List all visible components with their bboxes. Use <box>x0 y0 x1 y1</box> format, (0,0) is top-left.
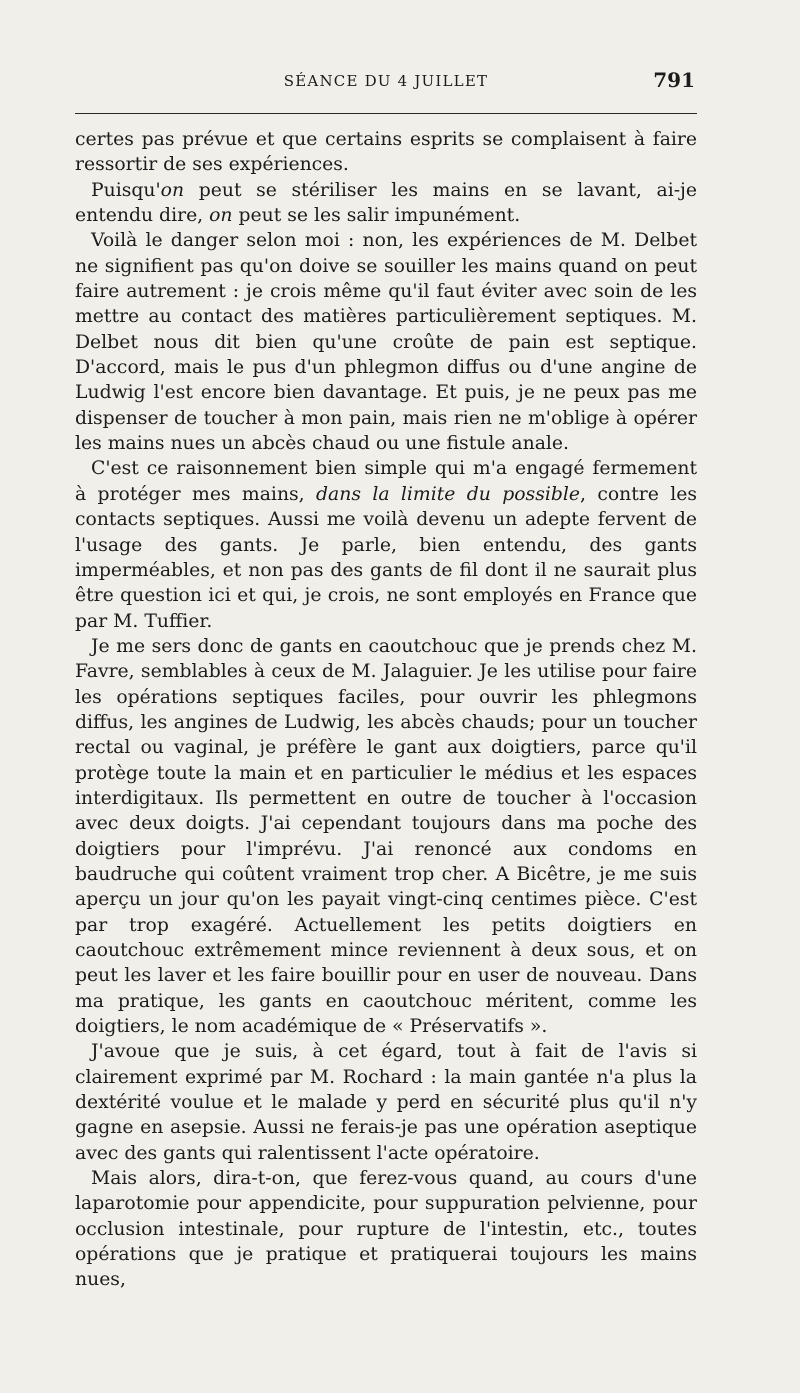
body-text <box>75 127 697 1293</box>
text-run: , contre les contacts septiques. Aussi me voilà devenu un adepte fervent de l'usage des gants. Je parle, bien entendu, des gants imperméables, et non pas des gants de fil dont il ne saurait plus être question ici et qui, je crois, ne sont employés en France que par M. Tuffier. <box>75 483 697 632</box>
text-run: Mais alors, dira-t-on, que ferez-vous quand, au cours d'une laparotomie pour appendicite, pour suppuration pelvienne, pour occlusion intestinale, pour rupture de l'intestin, etc., toutes opérations que je pratique et pratiquerai toujours les mains nues, <box>75 1168 697 1291</box>
paragraph-6 <box>75 1039 697 1166</box>
page-header <box>75 68 697 102</box>
text-run: Voilà le danger selon moi : non, les expériences de M. Delbet ne signifient pas qu'on doive se souiller les mains quand on peut faire autrement : je crois même qu'il faut éviter avec soin de les mettre au contact des matières particulièrement septiques. M. Delbet nous dit bien qu'une croûte de pain est septique. D'accord, mais le pus d'un phlegmon diffus ou d'une angine de Ludwig l'est encore bien davantage. Et puis, je ne peux pas me dispenser de toucher à mon pain, mais rien ne m'oblige à opérer les mains nues un abcès chaud ou une fistule anale. <box>75 230 697 455</box>
text-run: J'avoue que je suis, à cet égard, tout à fait de l'avis si clairement exprimé par M. Rochard : la main gantée n'a plus la dextérité voulue et le malade y perd en sécurité plus qu'il n'y gagne en asepsie. Aussi ne ferais-je pas une opération aseptique avec des gants qui ralentissent l'acte opératoire. <box>75 1041 697 1164</box>
running-title: SÉANCE DU 4 JUILLET <box>283 72 489 90</box>
italic-text: on <box>209 205 233 227</box>
paragraph-5 <box>75 634 697 1040</box>
text-run: Je me sers donc de gants en caoutchouc que je prends chez M. Favre, semblables à ceux de M. Jalaguier. Je les utilise pour faire les opérations septiques faciles, pour ouvrir les phlegmons diffus, les angines de Ludwig, les abcès chauds; pour un toucher rectal ou vaginal, je préfère le gant aux doigtiers, parce qu'il protège toute la main et en particulier le médius et les espaces interdigitaux. Ils permettent en outre de toucher à l'occasion avec deux doigts. J'ai cependant toujours dans ma poche des doigtiers pour l'imprévu. J'ai renoncé aux condoms en baudruche qui coûtent vraiment trop cher. A Bicêtre, je me suis aperçu un jour qu'on les payait vingt-cinq centimes pièce. C'est par trop exagéré. Actuellement les petits doigtiers en caoutchouc extrêmement mince reviennent à deux sous, et on peut les laver et les faire bouillir pour en user de nouveau. Dans ma pratique, les gants en caoutchouc méritent, comme les doigtiers, le nom académique de « Préservatifs ». <box>75 635 697 1038</box>
header-rule <box>75 113 697 114</box>
text-run: Puisqu' <box>91 179 161 201</box>
italic-text: on <box>160 179 185 201</box>
text-run: peut se les salir impunément. <box>232 205 521 227</box>
text-run: C'est ce raisonnement bien simple qui m'a engagé fermement à protéger mes mains, <box>75 458 697 505</box>
paragraph-4 <box>75 456 697 633</box>
paragraph-2 <box>75 178 697 229</box>
page-number: 791 <box>653 68 695 92</box>
paragraph-7 <box>75 1166 697 1293</box>
italic-text: dans la limite du possible <box>316 483 580 505</box>
paragraph-1 <box>75 127 697 178</box>
paragraph-3 <box>75 228 697 456</box>
text-run: peut se stériliser les mains en se lavant, ai-je entendu dire, <box>75 179 697 227</box>
text-run: certes pas prévue et que certains esprits se complaisent à faire ressortir de ses expériences. <box>75 129 697 176</box>
